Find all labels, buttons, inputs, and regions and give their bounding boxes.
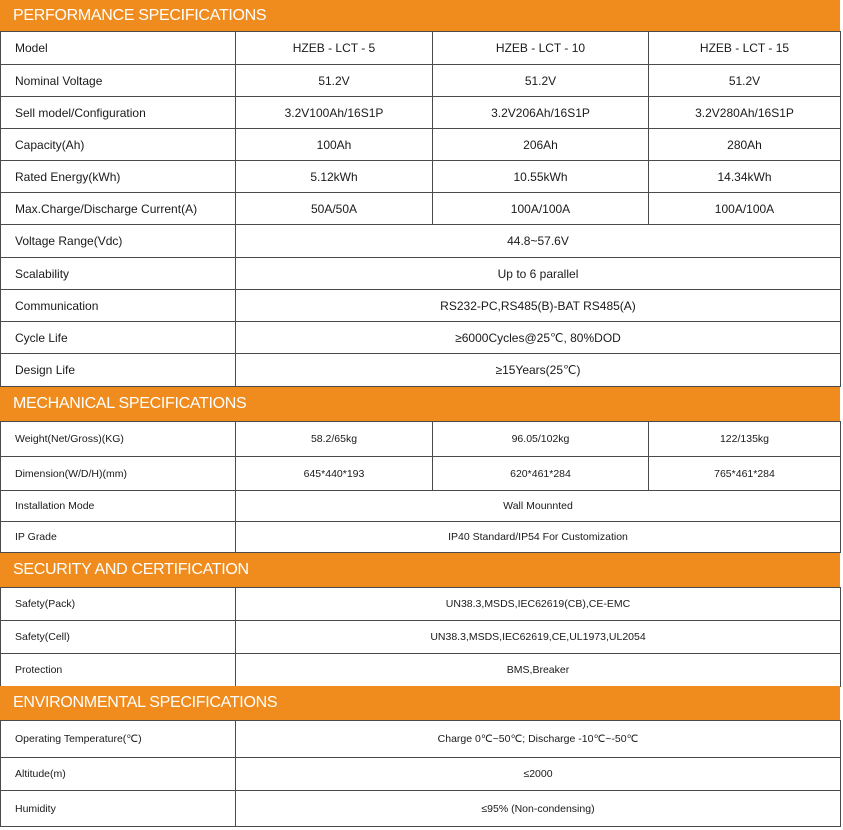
cell-value: Wall Mounnted — [236, 491, 841, 522]
cell-value: RS232-PC,RS485(B)-BAT RS485(A) — [236, 290, 841, 322]
table-row — [1, 354, 841, 387]
row-label: Dimension(W/D/H)(mm) — [1, 457, 236, 491]
table-row — [1, 193, 841, 225]
row-label: Installation Mode — [1, 491, 236, 522]
cell-value: 100A/100A — [433, 193, 649, 225]
cell-value: 58.2/65kg — [236, 422, 433, 457]
cell-value: 645*440*193 — [236, 457, 433, 491]
cell-value: 100Ah — [236, 129, 433, 161]
cell-value: 3.2V280Ah/16S1P — [649, 97, 841, 129]
table-row — [1, 32, 841, 65]
table-row — [1, 621, 841, 654]
row-label: Protection — [1, 654, 236, 687]
cell-value: HZEB - LCT - 15 — [649, 32, 841, 65]
row-label: Weight(Net/Gross)(KG) — [1, 422, 236, 457]
cell-value: 14.34kWh — [649, 161, 841, 193]
cell-value: ≥6000Cycles@25℃, 80%DOD — [236, 322, 841, 354]
cell-value: 620*461*284 — [433, 457, 649, 491]
table-row — [1, 457, 841, 491]
row-label: Max.Charge/Discharge Current(A) — [1, 193, 236, 225]
row-label: Capacity(Ah) — [1, 129, 236, 161]
row-label: Operating Temperature(℃) — [1, 721, 236, 758]
row-label: Cycle Life — [1, 322, 236, 354]
section-header-environmental: ENVIRONMENTAL SPECIFICATIONS — [0, 686, 840, 720]
table-row — [1, 258, 841, 290]
cell-value: 765*461*284 — [649, 457, 841, 491]
row-label: Model — [1, 32, 236, 65]
cell-value: 50A/50A — [236, 193, 433, 225]
table-row — [1, 225, 841, 258]
cell-value: Charge 0℃~50℃; Discharge -10℃~-50℃ — [236, 721, 841, 758]
table-row — [1, 791, 841, 827]
row-label: Safety(Pack) — [1, 588, 236, 621]
table-row — [1, 588, 841, 621]
cell-value: 280Ah — [649, 129, 841, 161]
cell-value: 51.2V — [433, 65, 649, 97]
row-label: Humidity — [1, 791, 236, 827]
row-label: Communication — [1, 290, 236, 322]
row-label: Rated Energy(kWh) — [1, 161, 236, 193]
cell-value: 122/135kg — [649, 422, 841, 457]
cell-value: ≤95% (Non-condensing) — [236, 791, 841, 827]
cell-value: 3.2V206Ah/16S1P — [433, 97, 649, 129]
table-row — [1, 290, 841, 322]
table-row — [1, 65, 841, 97]
table-row — [1, 129, 841, 161]
row-label: Voltage Range(Vdc) — [1, 225, 236, 258]
table-row — [1, 491, 841, 522]
table-row — [1, 758, 841, 791]
cell-value: UN38.3,MSDS,IEC62619,CE,UL1973,UL2054 — [236, 621, 841, 654]
cell-value: ≤2000 — [236, 758, 841, 791]
cell-value: IP40 Standard/IP54 For Customization — [236, 522, 841, 553]
security-table — [0, 587, 841, 687]
cell-value: ≥15Years(25℃) — [236, 354, 841, 387]
cell-value: Up to 6 parallel — [236, 258, 841, 290]
cell-value: 206Ah — [433, 129, 649, 161]
cell-value: 10.55kWh — [433, 161, 649, 193]
table-row — [1, 322, 841, 354]
environmental-table — [0, 720, 841, 827]
row-label: Sell model/Configuration — [1, 97, 236, 129]
row-label: Safety(Cell) — [1, 621, 236, 654]
cell-value: 100A/100A — [649, 193, 841, 225]
row-label: IP Grade — [1, 522, 236, 553]
row-label: Nominal Voltage — [1, 65, 236, 97]
cell-value: 51.2V — [649, 65, 841, 97]
row-label: Design Life — [1, 354, 236, 387]
mechanical-table — [0, 421, 841, 553]
section-header-performance: PERFORMANCE SPECIFICATIONS — [0, 0, 840, 31]
cell-value: HZEB - LCT - 10 — [433, 32, 649, 65]
cell-value: 3.2V100Ah/16S1P — [236, 97, 433, 129]
cell-value: 44.8~57.6V — [236, 225, 841, 258]
section-header-security: SECURITY AND CERTIFICATION — [0, 553, 840, 587]
table-row — [1, 97, 841, 129]
table-row — [1, 721, 841, 758]
table-row — [1, 161, 841, 193]
performance-table — [0, 31, 841, 387]
table-row — [1, 422, 841, 457]
section-header-mechanical: MECHANICAL SPECIFICATIONS — [0, 387, 840, 421]
cell-value: 5.12kWh — [236, 161, 433, 193]
cell-value: UN38.3,MSDS,IEC62619(CB),CE-EMC — [236, 588, 841, 621]
cell-value: 51.2V — [236, 65, 433, 97]
cell-value: BMS,Breaker — [236, 654, 841, 687]
row-label: Altitude(m) — [1, 758, 236, 791]
table-row — [1, 522, 841, 553]
cell-value: HZEB - LCT - 5 — [236, 32, 433, 65]
cell-value: 96.05/102kg — [433, 422, 649, 457]
row-label: Scalability — [1, 258, 236, 290]
table-row — [1, 654, 841, 687]
